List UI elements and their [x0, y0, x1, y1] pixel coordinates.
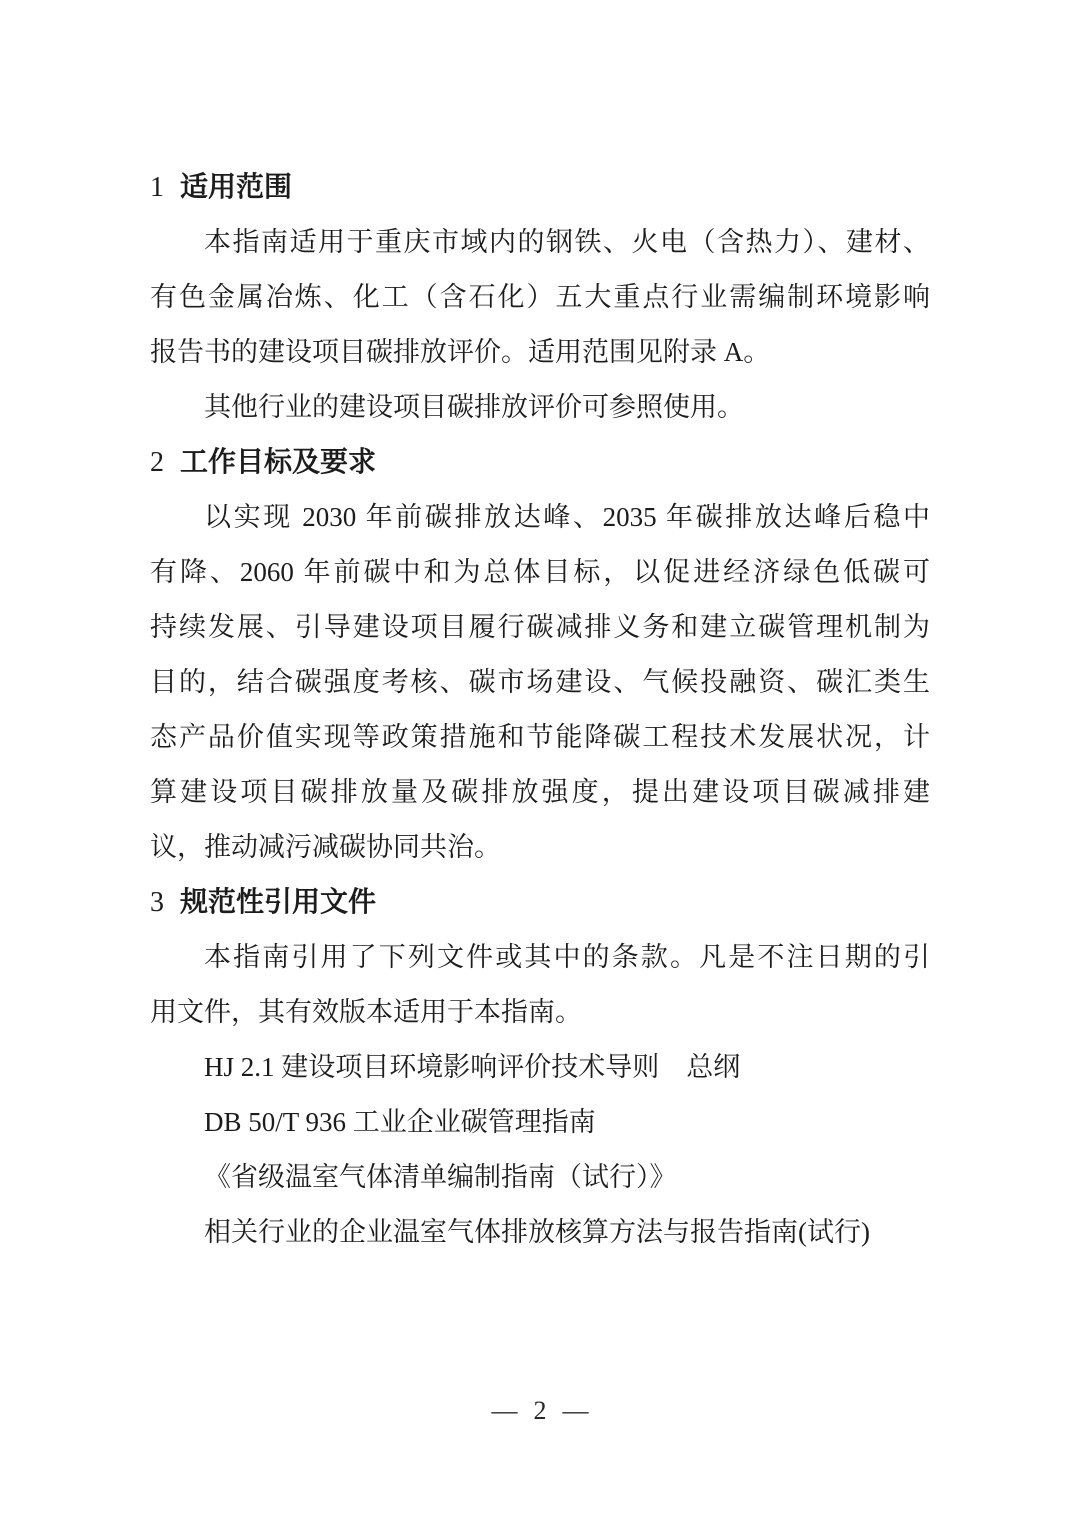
footer-dash-left: — [491, 1396, 518, 1425]
text-line: 持续发展、引导建设项目履行碳减排义务和建立碳管理机制为 [150, 612, 930, 642]
page-number: 2 [533, 1396, 547, 1425]
reference-line: 《省级温室气体清单编制指南（试行）》 [204, 1162, 677, 1192]
text-line: 算建设项目碳排放量及碳排放强度，提出建设项目碳减排建 [150, 777, 930, 807]
section-number: 2 [150, 447, 164, 478]
text-line: 有降、2060 年前碳中和为总体目标，以促进经济绿色低碳可 [150, 557, 930, 587]
section-title: 工作目标及要求 [180, 447, 377, 478]
section-2-heading [150, 435, 930, 490]
text-line: 议，推动减污减碳协同共治。 [150, 832, 501, 862]
section-title: 规范性引用文件 [180, 887, 377, 918]
section-1-heading [150, 160, 930, 215]
text-line: 以实现 2030 年前碳排放达峰、2035 年碳排放达峰后稳中 [204, 502, 930, 532]
document-body [150, 160, 930, 1260]
text-line: 本指南适用于重庆市域内的钢铁、火电（含热力）、建材、 [204, 227, 930, 257]
text-line: 报告书的建设项目碳排放评价。适用范围见附录 A。 [150, 337, 771, 367]
reference-line: DB 50/T 936 工业企业碳管理指南 [204, 1107, 596, 1137]
text-line: 其他行业的建设项目碳排放评价可参照使用。 [204, 392, 744, 422]
page-footer [0, 1396, 1080, 1426]
footer-dash-right: — [562, 1396, 589, 1425]
section-3-heading [150, 875, 930, 930]
text-line: 有色金属冶炼、化工（含石化）五大重点行业需编制环境影响 [150, 282, 930, 312]
reference-line: HJ 2.1 建设项目环境影响评价技术导则 总纲 [204, 1052, 741, 1082]
text-line: 目的，结合碳强度考核、碳市场建设、气候投融资、碳汇类生 [150, 667, 930, 697]
text-line: 用文件，其有效版本适用于本指南。 [150, 997, 582, 1027]
text-line: 本指南引用了下列文件或其中的条款。凡是不注日期的引 [204, 942, 930, 972]
section-number: 1 [150, 172, 164, 203]
text-line: 态产品价值实现等政策措施和节能降碳工程技术发展状况，计 [150, 722, 930, 752]
section-title: 适用范围 [180, 172, 293, 203]
section-number: 3 [150, 887, 164, 918]
reference-line: 相关行业的企业温室气体排放核算方法与报告指南(试行) [204, 1217, 870, 1247]
